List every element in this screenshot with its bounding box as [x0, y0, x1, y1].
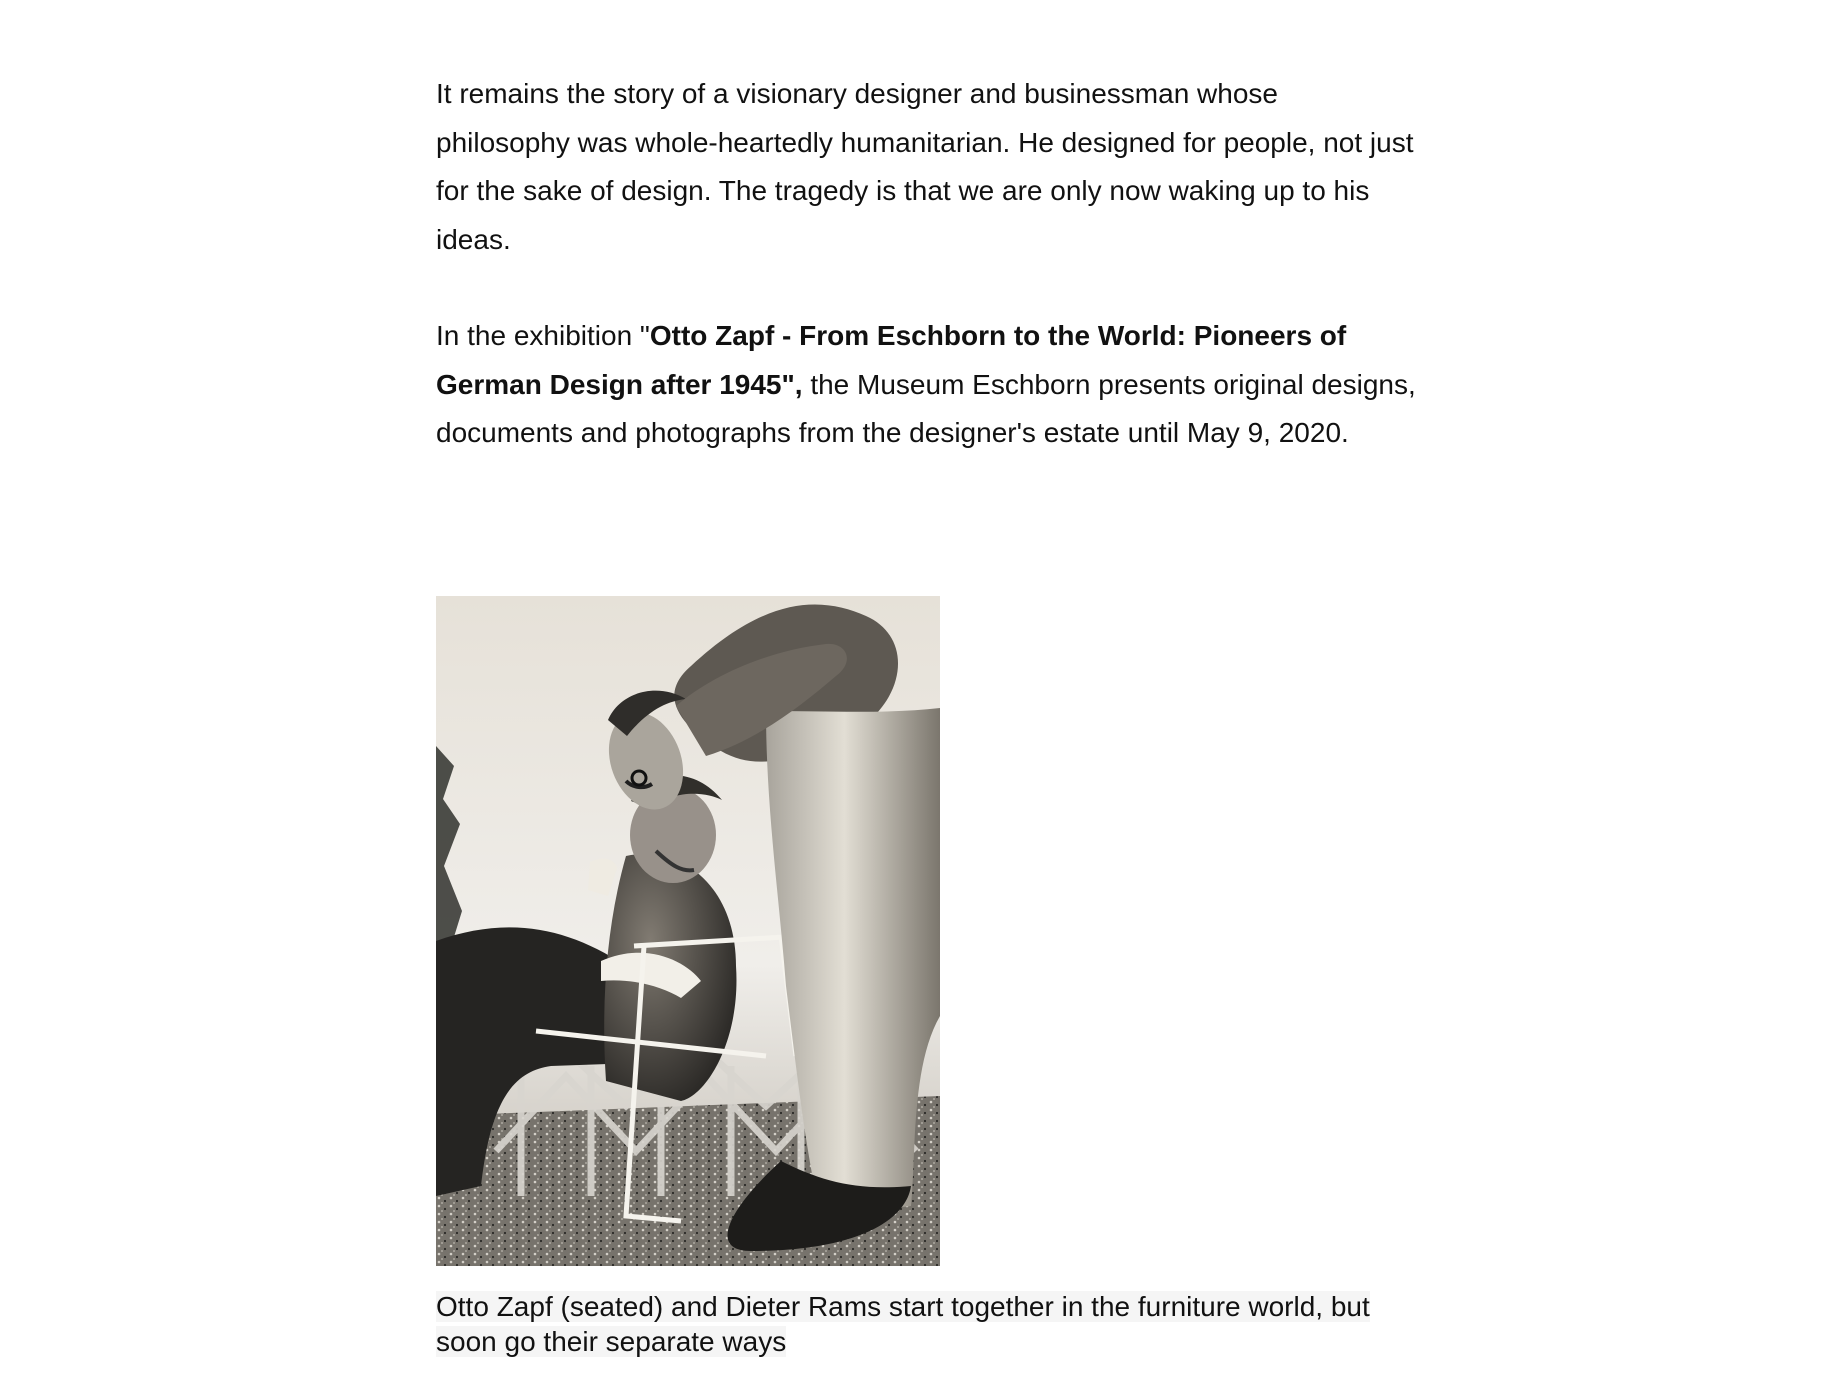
exhibition-paragraph: [436, 312, 1416, 458]
exhibition-lead-text: In the exhibition ": [436, 320, 650, 351]
article-body: [436, 70, 1416, 458]
otto-zapf-dieter-rams-photo: [436, 596, 940, 1266]
exhibition-title: Otto Zapf - From Eschborn to the World: Pioneers of German Design after 1945",: [436, 320, 1347, 400]
photo-caption: Otto Zapf (seated) and Dieter Rams start together in the furniture world, but soon go their separate ways: [436, 1291, 1370, 1357]
intro-paragraph: It remains the story of a visionary designer and businessman whose philosophy was whole-heartedly humanitarian. He designed for people, not just for the sake of design. The tragedy is that we are only now waking up to his ideas.: [436, 78, 1414, 255]
black-and-white-photo-illustration: [436, 596, 940, 1266]
exhibition-detail-text: the Museum Eschborn presents original designs, documents and photographs from the designer's estate until May 9, 2020.: [436, 368, 1416, 448]
